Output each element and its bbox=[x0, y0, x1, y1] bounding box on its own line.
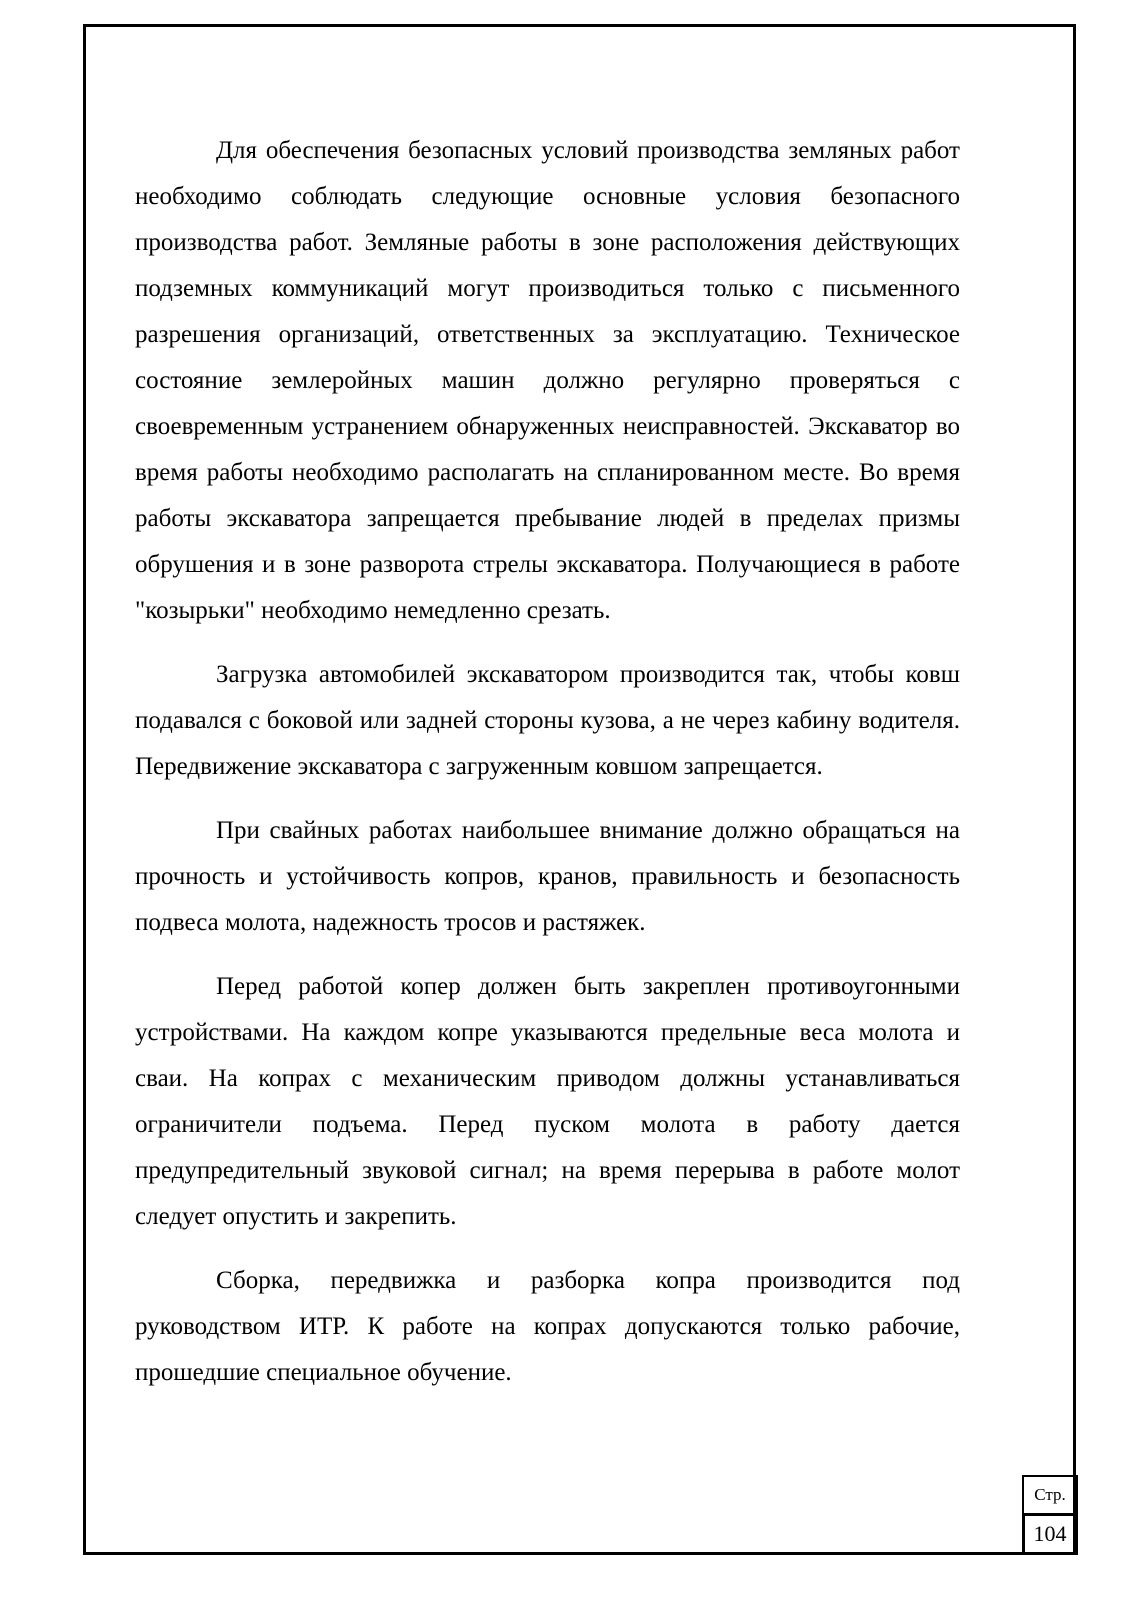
page-number-stamp bbox=[1022, 1475, 1078, 1555]
page-number: 104 bbox=[1022, 1513, 1078, 1555]
paragraph-pile-driver-fixing: Перед работой копер должен быть закреплен противоугонными устройствами. На каждом копре указываются предельные веса молота и сваи. На копрах с механическим приводом должны устанавливаться ограничители подъема. Перед пуском молота в работу дается предупредительный звуковой сигнал; на время перерыва в работе молот следует опустить и закрепить. bbox=[135, 973, 960, 1230]
paragraph-pile-driver-assembly: Сборка, передвижка и разборка копра производится под руководством ИТР. К работе на копрах допускаются только рабочие, прошедшие специальное обучение. bbox=[135, 1267, 960, 1386]
paragraph-truck-loading: Загрузка автомобилей экскаватором производится так, чтобы ковш подавался с боковой или задней стороны кузова, а не через кабину водителя. Передвижение экскаватора с загруженным ковшом запрещается. bbox=[135, 661, 960, 780]
paragraph-earthworks-safety: Для обеспечения безопасных условий производства земляных работ необходимо соблюдать следующие основные условия безопасного производства работ. Земляные работы в зоне расположения действующих подземных коммуникаций могут производиться только с письменного разрешения организаций, ответственных за эксплуатацию. Техническое состояние землеройных машин должно регулярно проверяться с своевременным устранением обнаруженных неисправностей. Экскаватор во время работы необходимо располагать на спланированном месте. Во время работы экскаватора запрещается пребывание людей в пределах призмы обрушения и в зоне разворота стрелы экскаватора. Получающиеся в работе "козырьки" необходимо немедленно срезать. bbox=[135, 137, 960, 624]
page-label: Стр. bbox=[1022, 1475, 1078, 1515]
paragraph-pile-works: При свайных работах наибольшее внимание должно обращаться на прочность и устойчивость копров, кранов, правильность и безопасность подвеса молота, надежность тросов и растяжек. bbox=[135, 817, 960, 936]
document-body bbox=[135, 128, 960, 1414]
